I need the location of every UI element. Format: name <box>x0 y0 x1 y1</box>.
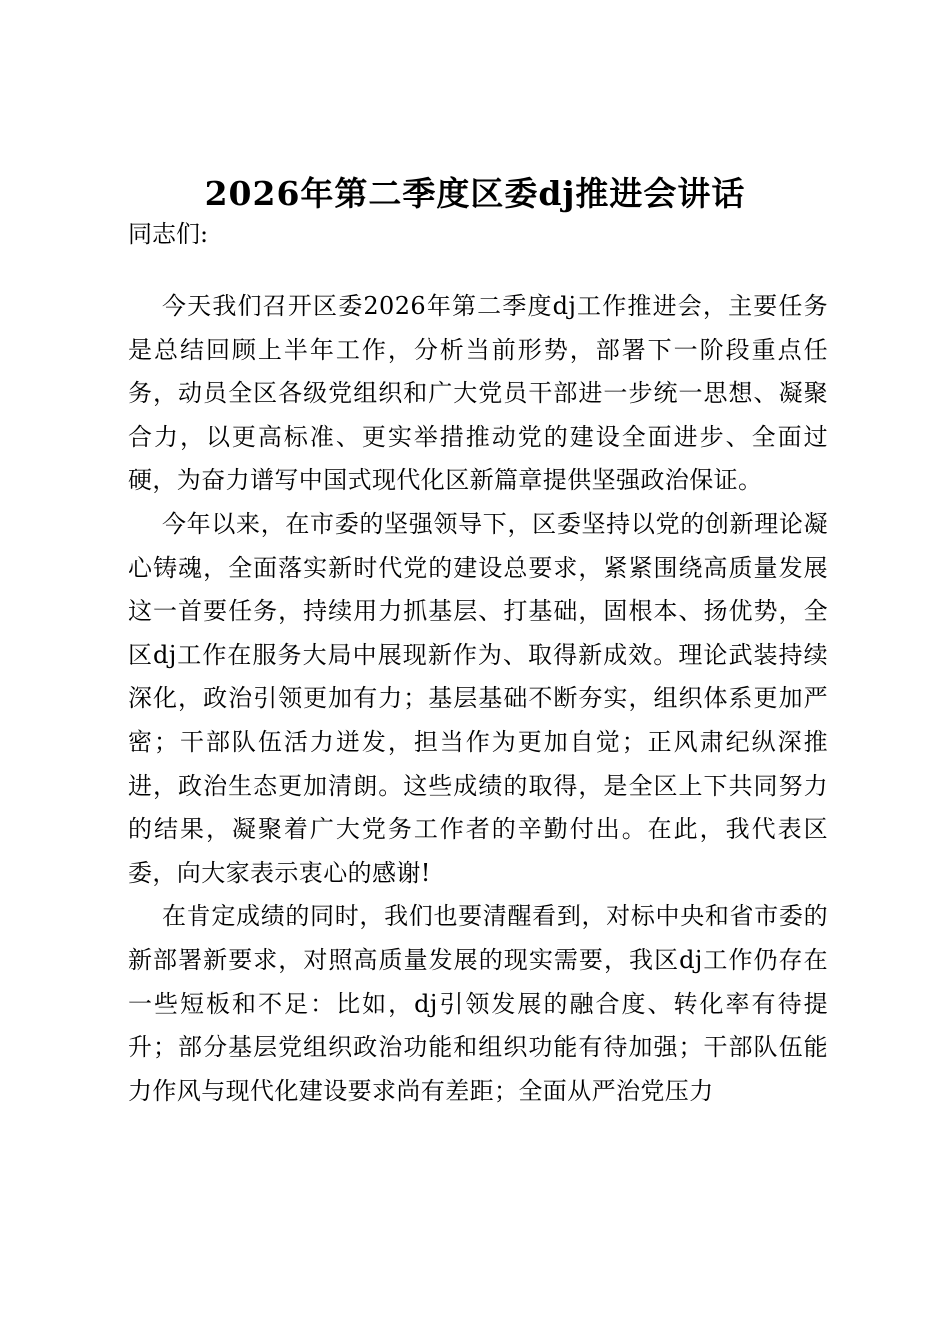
paragraph-shortcomings: 在肯定成绩的同时，我们也要清醒看到，对标中央和省市委的新部署新要求，对照高质量发展的现实需要，我区dj工作仍存在一些短板和不足：比如，dj引领发展的融合度、转化率有待提升；部分基层党组织政治功能和组织功能有待加强；干部队伍能力作风与现代化建设要求尚有差距；全面从严治党压力 <box>128 902 828 1105</box>
salutation: 同志们: <box>128 220 209 248</box>
paragraph-opening: 今天我们召开区委2026年第二季度dj工作推进会，主要任务是总结回顾上半年工作，分析当前形势，部署下一阶段重点任务，动员全区各级党组织和广大党员干部进一步统一思想、凝聚合力，以更高标准、更实举措推动党的建设全面进步、全面过硬，为奋力谱写中国式现代化区新篇章提供坚强政治保证。 <box>128 292 828 495</box>
paragraph-achievements: 今年以来，在市委的坚强领导下，区委坚持以党的创新理论凝心铸魂，全面落实新时代党的建设总要求，紧紧围绕高质量发展这一首要任务，持续用力抓基层、打基础，固根本、扬优势，全区dj工作在服务大局中展现新作为、取得新成效。理论武装持续深化，政治引领更加有力；基层基础不断夯实，组织体系更加严密；干部队伍活力迸发，担当作为更加自觉；正风肃纪纵深推进，政治生态更加清朗。这些成绩的取得，是全区上下共同努力的结果，凝聚着广大党务工作者的辛勤付出。在此，我代表区委，向大家表示衷心的感谢! <box>128 509 828 887</box>
document-body <box>128 285 828 1113</box>
document-title: 2026年第二季度区委dj推进会讲话 <box>204 174 746 213</box>
